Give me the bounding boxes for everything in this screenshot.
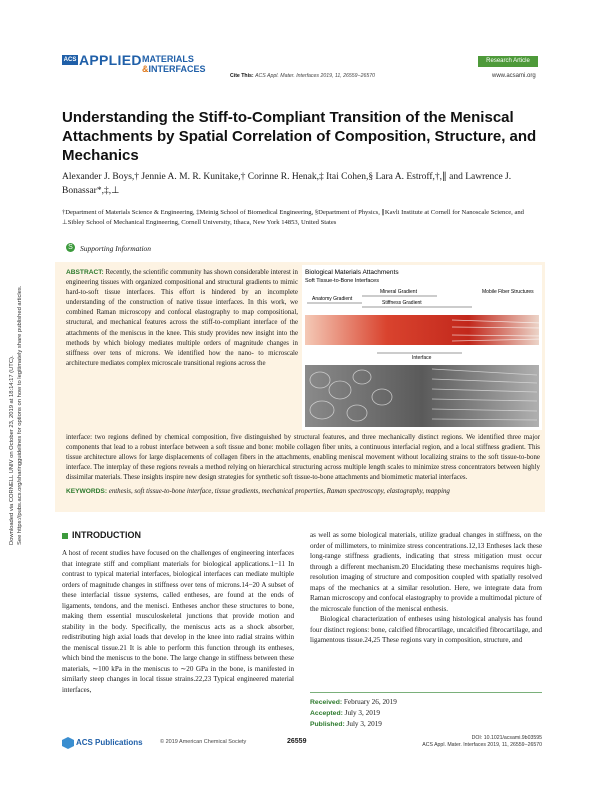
footer-doi (410, 735, 542, 749)
received-row (310, 697, 397, 708)
journal-website-link[interactable]: www.acsami.org (492, 73, 536, 79)
fig-interface-label: Interface (412, 355, 432, 361)
fig-raman-strip (305, 315, 539, 345)
abstract-text-full: interface: two regions defined by chemical composition, five distinguished by structural features, and three mechanically distinct regions. We identified three major components that lead to a robust interface between a soft tissue and bone: mobile collagen fiber units, a continuous interfacial region, and a local stiffness gradient. This tissue architecture allows for large displacements of collagen fibers in the attachments, enabling meniscal movement without localizing strains to the soft tissue-to-bone interface. The interplay of these regions reveals a method relying on hierarchical structuring across multiple length scales to minimize stress concentrators between highly dissimilar materials. These insights inspire new design strategies for synthetic soft tissue-to-bone attachments and biomimetic material interfaces. (66, 434, 540, 482)
fig-mineral-label: Mineral Gradient (380, 289, 417, 295)
research-article-badge: Research Article (478, 56, 538, 67)
abstract-text-left (66, 268, 298, 369)
intro-paragraph-1: as well as some biological materials, utilize gradual changes in stiffness, on the order of millimeters, to minimize stress concentrations.12,13 Entheses lack these long-range stiffness gradients, indicating that stress mitigation must occur through a different mechanism.20 Elucidating these mechanisms requires high-resolution imaging of structure and composition coupled with spatially resolved maps of the mechanics at a similar resolution. Here, we integrate data from Raman microscopy and confocal elastography to provide a multimodal picture of the microscale function of the meniscal enthesis. (310, 531, 542, 613)
toc-graphic-svg (302, 265, 542, 430)
keywords-text: enthesis, soft tissue-to-bone interface, tissue gradients, mechanical properties, Raman spectroscopy, elastography, mapping (108, 488, 450, 495)
doi-link[interactable]: DOI: 10.1021/acsami.9b03595 (471, 735, 542, 741)
cite-label: Cite This: (230, 73, 254, 79)
accepted-row (310, 708, 397, 719)
fig-mobile-label: Mobile Fiber Structures (482, 289, 534, 295)
fig-subtitle: Soft Tissue-to-Bone Interfaces (305, 278, 379, 284)
keywords-label: KEYWORDS: (66, 488, 108, 495)
download-stamp (8, 215, 24, 545)
cite-this[interactable] (230, 73, 375, 79)
download-line-2: See https://pubs.acs.org/sharingguidelines for options on how to legitimately share published articles. (17, 285, 23, 545)
acs-publications-logo (62, 737, 143, 749)
keywords (66, 487, 540, 497)
journal-logo-interfaces (142, 64, 206, 74)
published-row (310, 719, 397, 730)
acs-publications-text: ACS Publications (75, 738, 143, 748)
acs-logo-mark: ACS (63, 57, 77, 63)
download-line-1: Downloaded via CORNELL UNIV on October 23, 2019 at 18:14:17 (UTC). (9, 355, 15, 545)
received-label: Received: (310, 699, 343, 706)
supporting-info-link[interactable]: Supporting Information (80, 244, 152, 253)
fig-title: Biological Materials Attachments (305, 269, 399, 276)
abstract-label: ABSTRACT: (66, 269, 104, 276)
intro-column-2 (310, 530, 542, 646)
section-marker (62, 533, 68, 539)
page-number: 26559 (287, 738, 307, 745)
accepted-label: Accepted: (310, 710, 343, 717)
dates-rule (310, 692, 542, 693)
acs-hex-icon (62, 737, 74, 749)
accepted-date: July 3, 2019 (344, 709, 380, 717)
journal-logo-materials: MATERIALS (142, 54, 194, 64)
author-list: Alexander J. Boys,† Jennie A. M. R. Kunitake,† Corinne R. Henak,‡ Itai Cohen,§ Lara A. Estroff,†,∥ and Lawrence J. Bonassar*,‡,⊥ (62, 172, 512, 196)
fig-anatomy-label: Anatomy Gradient (312, 296, 353, 302)
footer-journal: ACS Appl. Mater. Interfaces 2019, 11, 26559−26570 (422, 742, 542, 748)
cite-text: ACS Appl. Mater. Interfaces 2019, 11, 26559−26570 (255, 73, 376, 79)
published-label: Published: (310, 721, 345, 728)
received-date: February 26, 2019 (343, 698, 397, 706)
toc-graphic (302, 265, 542, 430)
affiliations: †Department of Materials Science & Engineering, ‡Meinig School of Biomedical Engineering, §Department of Physics, ∥Kavli Institute at Cornell for Nanoscale Science, and ⊥Sibley School of Mechanical Engineering, Cornell University, Ithaca, New York 14853, United States (62, 209, 524, 226)
abstract-body-left: Recently, the scientific community has shown considerable interest in engineering tissues with organized compositional and structural gradients to mimic hard-to-soft tissue interfaces. This effort is hindered by an incomplete understanding of the construction of native tissue interfaces. In this work, we combined Raman microscopy and confocal elastography to map compositional, structural, and mechanical features across the stiff-to-compliant interface of the attachments of the meniscus in the knee. This study provides new insight into the methods by which biology mediates multiple orders of magnitude changes in stiffness over tens of microns. We identified how the nano- to microscale architecture mediates complex microscale transitional regions across the (66, 269, 298, 367)
journal-logo-applied: APPLIED (79, 52, 142, 68)
publication-dates (310, 697, 397, 730)
fig-microscopy-panel (305, 365, 539, 427)
ampersand: & (142, 64, 149, 74)
intro-column-1: A host of recent studies have focused on the challenges of engineering interfaces that integrate stiff and compliant materials for biological applications.1−11 In contrast to typical material interfaces, biological interfaces can mediate multiple orders of magnitude changes in stiffness over tens of microns.14−20 A subset of these interfacial tissue systems, called entheses, are found at the ends of ligaments, tendons, and the menisci. Entheses anchor these structures to bone, making them essential musculoskeletal junctions that provide motion and stability in the body. Specifically, the meniscus acts as a shock absorber, redistributing high axial loads that develop in the knee into radial strains within the meniscal tissue.21 It is able to perform this function through its entheses, which bind the meniscus to the bone. The large change in stiffness between these materials, ∼100 kPa in the meniscus to ∼20 GPa in the bone, is manifested in similarly steep changes in local tissue strains.22,23 Typical engineered material interfaces, (62, 549, 294, 694)
published-date: July 3, 2019 (346, 720, 382, 728)
supporting-info-icon[interactable]: S (66, 243, 75, 252)
fig-stiffness-label: Stiffness Gradient (382, 300, 422, 306)
paper-title: Understanding the Stiff-to-Compliant Transition of the Meniscal Attachments by Spatial Correlation of Composition, Structure, and Mechanics (62, 109, 537, 164)
intro-heading: INTRODUCTION (72, 530, 141, 540)
intro-paragraph-2: Biological characterization of entheses using histological analysis has found four distinct regions: bone, calcified fibrocartilage, uncalcified fibrocartilage, and ligamentous tissue.24,25 These regions vary in composition, structure, and (310, 615, 542, 644)
interfaces-word: INTERFACES (148, 64, 206, 74)
copyright: © 2019 American Chemical Society (160, 739, 247, 745)
